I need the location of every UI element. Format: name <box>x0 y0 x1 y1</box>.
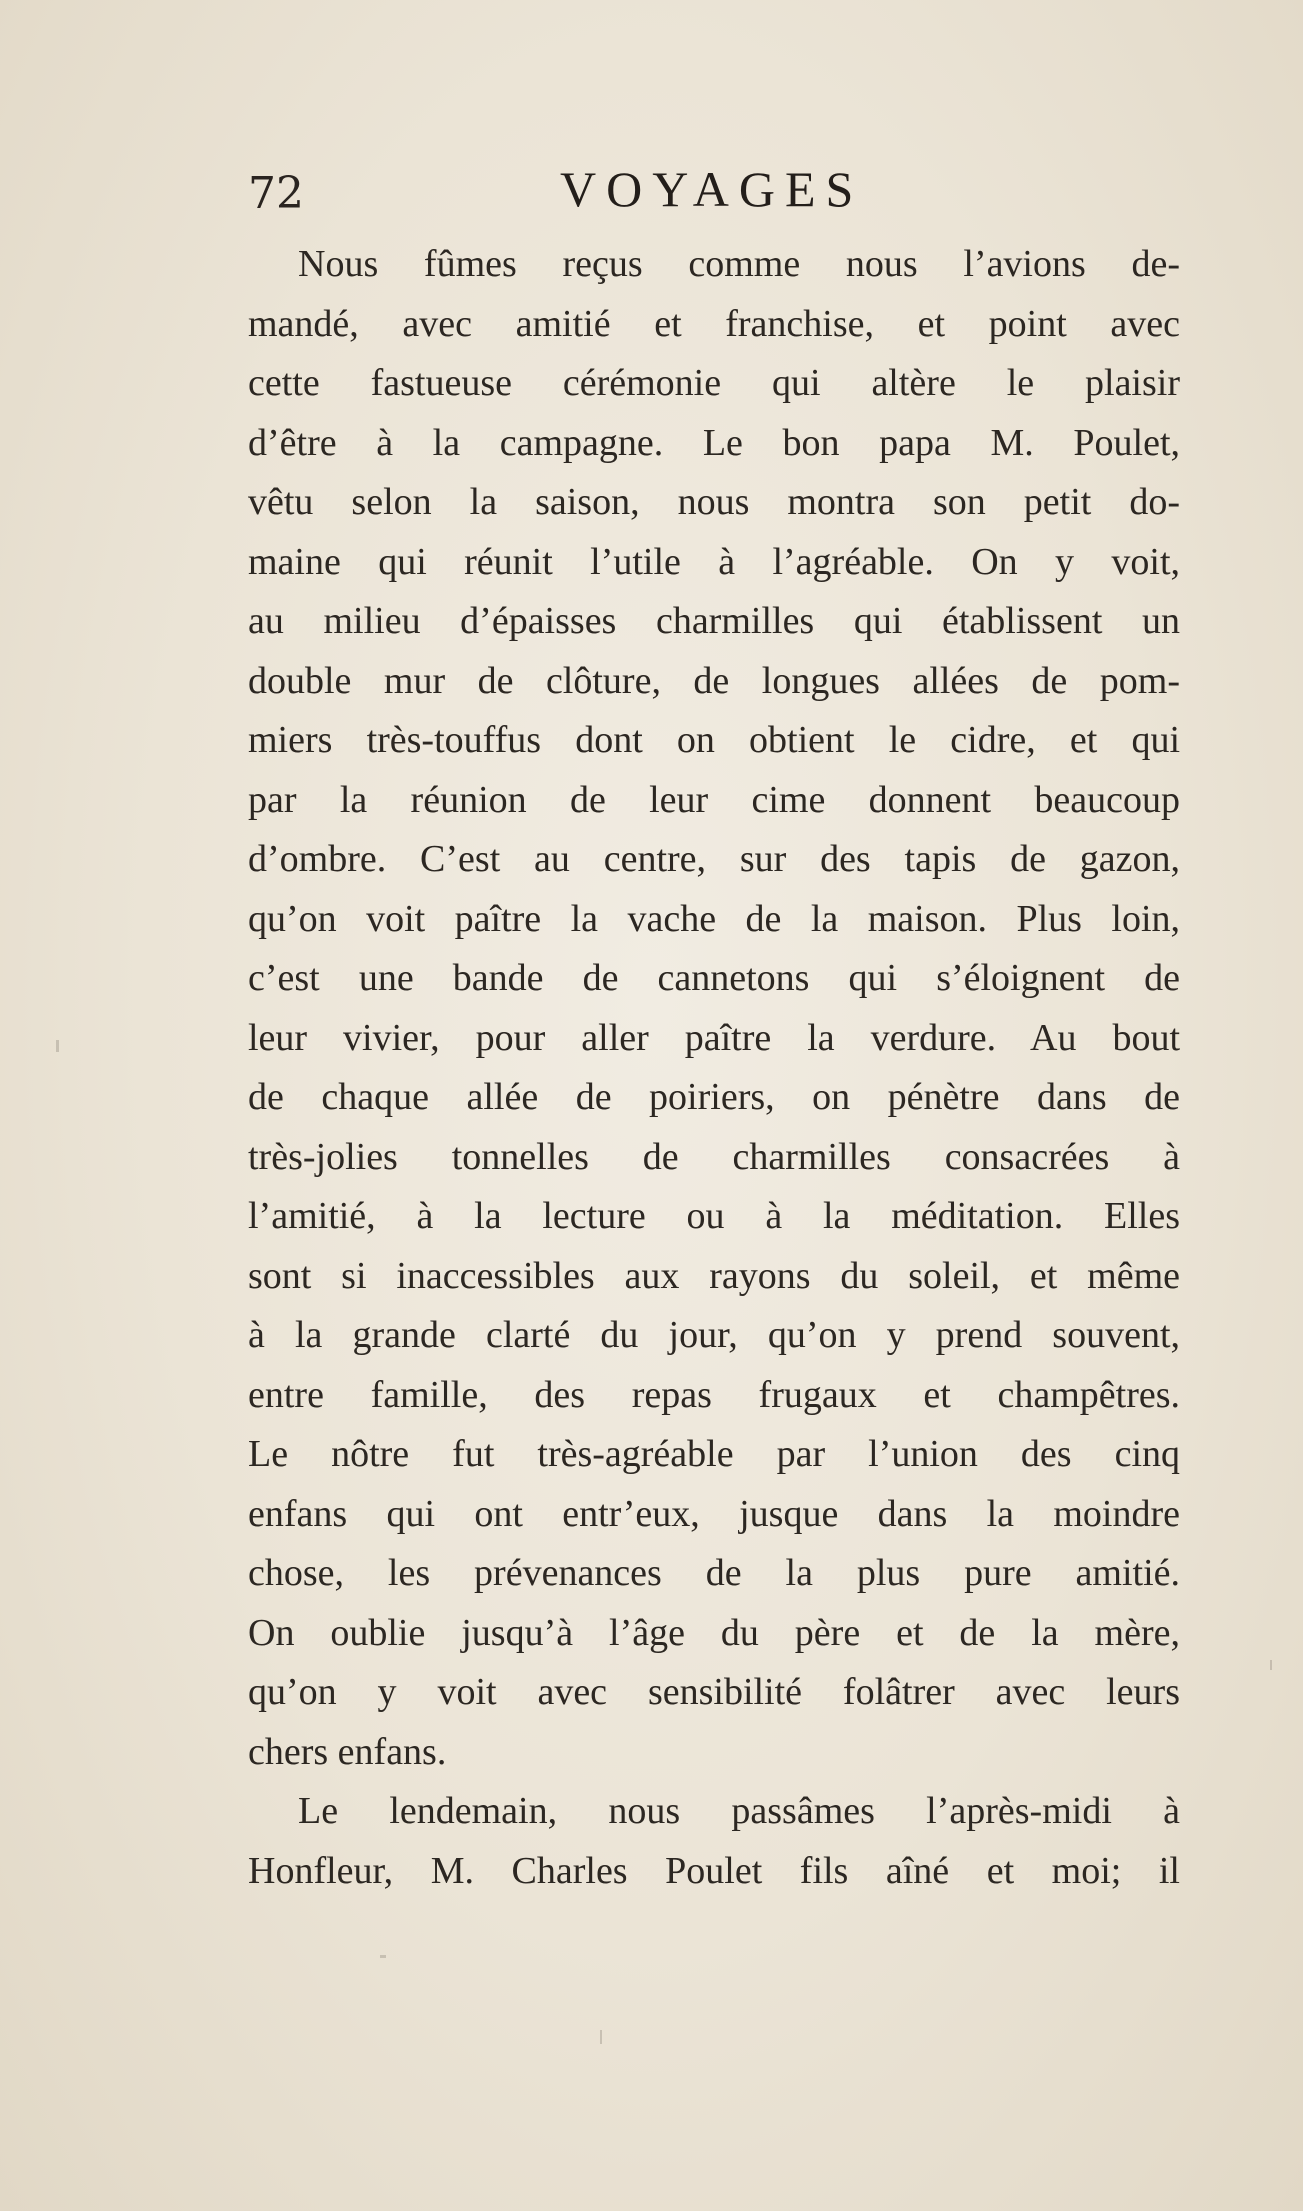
text-line: l’amitié, à la lecture ou à la méditation. Elles <box>248 1195 1180 1237</box>
running-title: VOYAGES <box>560 161 864 217</box>
text-line: c’est une bande de cannetons qui s’éloignent de <box>248 957 1180 999</box>
body-text <box>248 235 1180 1901</box>
text-line: Nous fûmes reçus comme nous l’avions de- <box>298 243 1180 285</box>
page-header <box>0 160 1303 230</box>
text-line: maine qui réunit l’utile à l’agréable. On y voit, <box>248 540 1180 583</box>
text-line: qu’on y voit avec sensibilité folâtrer avec leurs <box>248 1671 1180 1713</box>
text-line: cette fastueuse cérémonie qui altère le plaisir <box>248 362 1180 404</box>
text-line: chose, les prévenances de la plus pure amitié. <box>248 1552 1180 1594</box>
text-line: Le lendemain, nous passâmes l’après-midi à <box>298 1790 1180 1832</box>
text-line: d’ombre. C’est au centre, sur des tapis de gazon, <box>248 838 1180 880</box>
paragraph-1 <box>248 235 1180 1782</box>
text-line: très-jolies tonnelles de charmilles consacrées à <box>248 1135 1180 1178</box>
text-line: qu’on voit paître la vache de la maison. Plus loin, <box>248 897 1180 940</box>
paper-speck <box>380 1955 386 1958</box>
text-line: par la réunion de leur cime donnent beaucoup <box>248 778 1180 821</box>
paper-speck <box>56 1040 59 1052</box>
text-line: d’être à la campagne. Le bon papa M. Poulet, <box>248 421 1180 464</box>
text-line: Honfleur, M. Charles Poulet fils aîné et moi; il <box>248 1849 1180 1892</box>
paper-speck <box>600 2030 602 2044</box>
text-line: chers enfans. <box>248 1730 447 1773</box>
text-line: vêtu selon la saison, nous montra son petit do- <box>248 481 1180 523</box>
text-line: de chaque allée de poiriers, on pénètre dans de <box>248 1076 1180 1118</box>
text-line: On oublie jusqu’à l’âge du père et de la mère, <box>248 1611 1180 1654</box>
paper-speck <box>1270 1660 1272 1670</box>
text-line: à la grande clarté du jour, qu’on y prend souvent, <box>248 1314 1180 1356</box>
text-line: miers très-touffus dont on obtient le cidre, et qui <box>248 719 1180 761</box>
text-line: Le nôtre fut très-agréable par l’union des cinq <box>248 1433 1180 1475</box>
page-number: 72 <box>248 168 304 219</box>
text-line: au milieu d’épaisses charmilles qui établissent un <box>248 600 1180 642</box>
text-line: sont si inaccessibles aux rayons du soleil, et même <box>248 1254 1180 1297</box>
text-line: enfans qui ont entr’eux, jusque dans la moindre <box>248 1492 1180 1535</box>
text-line: mandé, avec amitié et franchise, et point avec <box>248 302 1180 345</box>
text-line: double mur de clôture, de longues allées de pom- <box>248 659 1180 702</box>
paragraph-2 <box>248 1782 1180 1901</box>
text-line: entre famille, des repas frugaux et champêtres. <box>248 1373 1180 1416</box>
text-line: leur vivier, pour aller paître la verdure. Au bout <box>248 1016 1180 1059</box>
